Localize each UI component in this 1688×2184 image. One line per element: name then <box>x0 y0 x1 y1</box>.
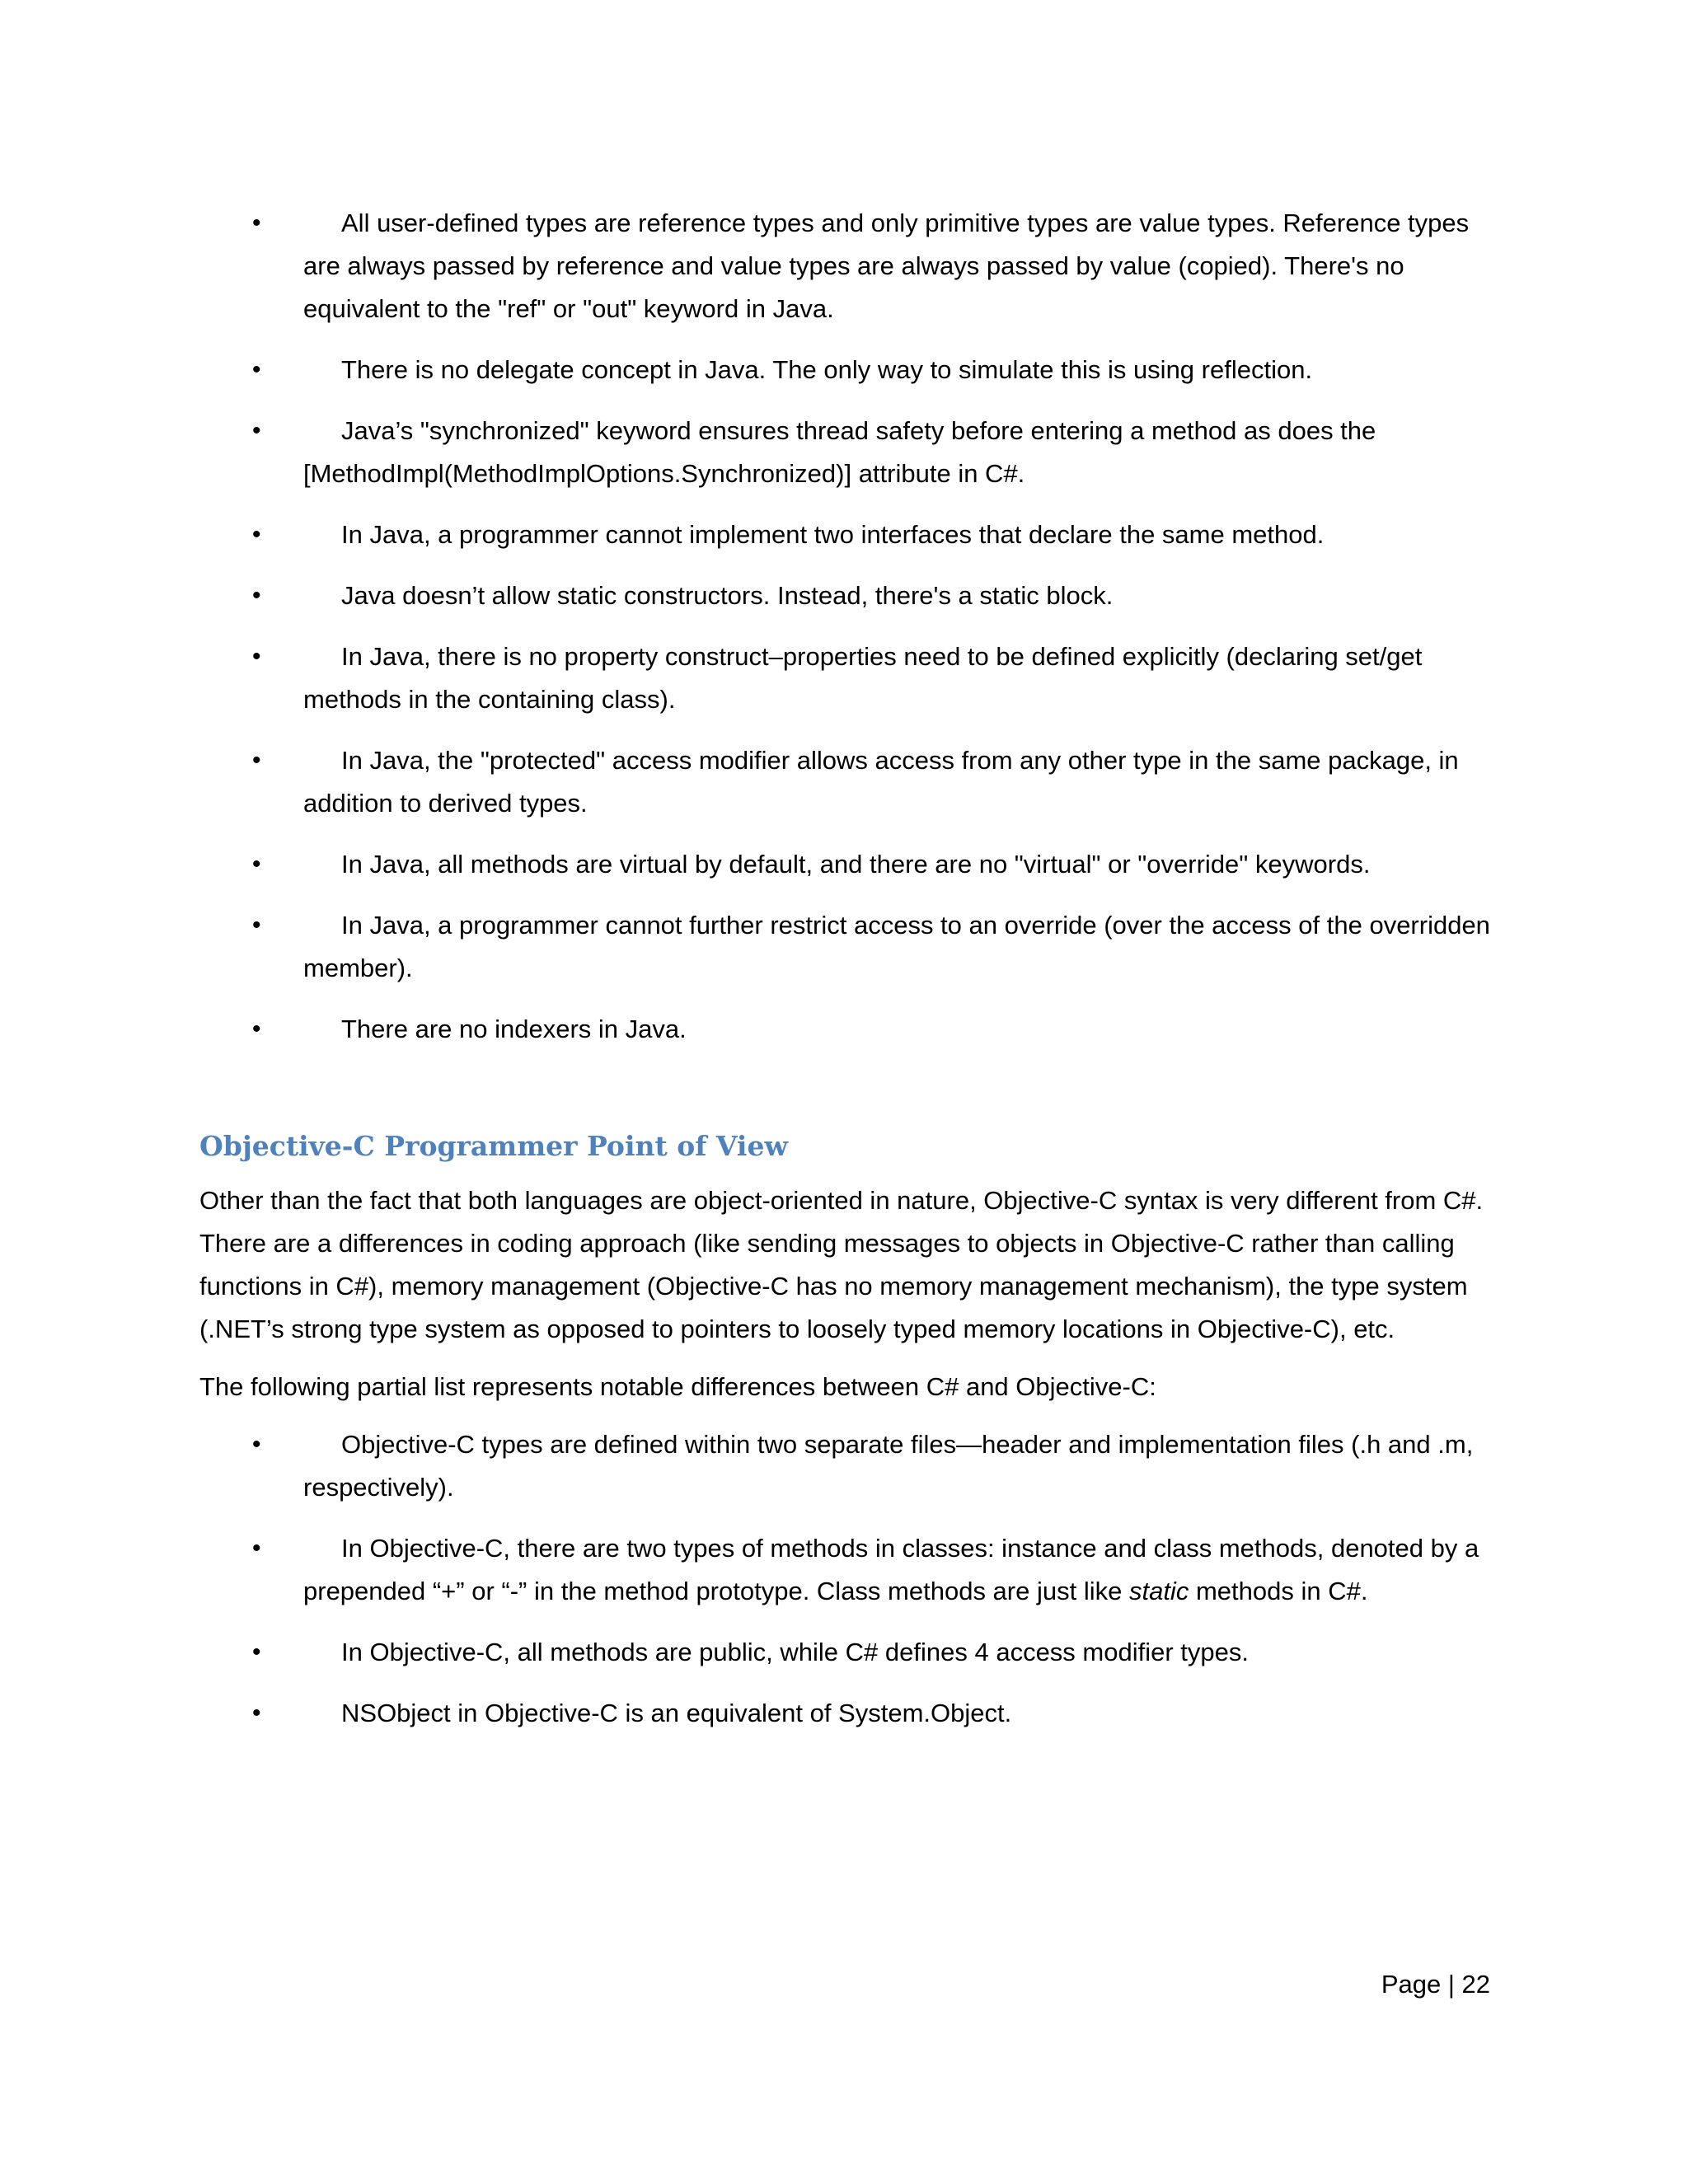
list-item-text-part: In Objective-C, there are two types of methods in classes: instance and class methods, denoted by a prepended “+” or “-” in the method prototype. Class methods are just like <box>303 1534 1479 1605</box>
list-item <box>199 1692 1493 1735</box>
list-item <box>199 904 1493 990</box>
list-item-text: In Objective-C, all methods are public, while C# defines 4 access modifier types. <box>341 1638 1249 1666</box>
emphasized-term: static <box>1128 1577 1189 1605</box>
bullet-icon: • <box>252 1638 261 1666</box>
bullet-icon: • <box>252 747 261 774</box>
bullet-icon: • <box>252 417 261 444</box>
list-item <box>199 1423 1493 1509</box>
list-item-text-part: methods in C#. <box>1189 1577 1368 1605</box>
java-differences-list <box>199 202 1493 1051</box>
bullet-icon: • <box>252 1699 261 1727</box>
list-item <box>199 635 1493 721</box>
bullet-icon: • <box>252 851 261 878</box>
bullet-icon: • <box>252 209 261 237</box>
bullet-icon: • <box>252 1535 261 1562</box>
list-item-text: In Java, all methods are virtual by default, and there are no "virtual" or "override" keywords. <box>341 850 1371 879</box>
list-item <box>199 1527 1493 1613</box>
list-item <box>199 1008 1493 1051</box>
section-heading: Objective-C Programmer Point of View <box>199 1130 788 1162</box>
list-item-text <box>303 1527 1493 1613</box>
list-item <box>199 349 1493 391</box>
list-intro-paragraph: The following partial list represents notable differences between C# and Objective-C: <box>199 1372 1156 1401</box>
list-item-text: NSObject in Objective-C is an equivalent of System.Object. <box>341 1699 1012 1727</box>
list-item <box>199 202 1493 330</box>
list-item <box>199 1631 1493 1674</box>
section-intro-paragraph: Other than the fact that both languages are object-oriented in nature, Objective-C syntax is very different from C#. There are a differences in coding approach (like sending messages to objects in Objective-C rather than calling functions in C#), memory management (Objective-C has no memory management mechanism), the type system (.NET’s strong type system as opposed to pointers to loosely typed memory locations in Objective-C), etc. <box>199 1186 1484 1343</box>
bullet-icon: • <box>252 912 261 939</box>
list-item-text: In Java, a programmer cannot further restrict access to an override (over the access of the overridden member). <box>303 911 1490 982</box>
list-item-text: Java doesn’t allow static constructors. Instead, there's a static block. <box>341 581 1114 610</box>
list-item <box>199 513 1493 556</box>
list-item <box>199 739 1493 825</box>
list-item-text: In Java, a programmer cannot implement two interfaces that declare the same method. <box>341 520 1325 549</box>
list-item-text: In Java, there is no property construct–properties need to be defined explicitly (declaring set/get methods in the containing class). <box>303 642 1423 714</box>
list-item-text: Java’s "synchronized" keyword ensures thread safety before entering a method as does the [MethodImpl(MethodImplOptions.Synchronized)] attribute in C#. <box>303 416 1376 488</box>
bullet-icon: • <box>252 356 261 383</box>
bullet-icon: • <box>252 1015 261 1043</box>
list-item-text: There is no delegate concept in Java. The only way to simulate this is using reflection. <box>341 355 1313 384</box>
list-item-text: Objective-C types are defined within two separate files—header and implementation files (.h and .m, respectively). <box>303 1430 1474 1502</box>
list-item-text: In Java, the "protected" access modifier allows access from any other type in the same package, in addition to derived types. <box>303 746 1459 818</box>
bullet-icon: • <box>252 643 261 670</box>
bullet-icon: • <box>252 1431 261 1458</box>
list-item-text: All user-defined types are reference types and only primitive types are value types. Reference types are always passed by reference and value types are always passed by value (copied). There's no equivalent to the "ref" or "out" keyword in Java. <box>303 209 1470 323</box>
list-item <box>199 843 1493 886</box>
objc-differences-list <box>199 1423 1493 1735</box>
bullet-icon: • <box>252 521 261 548</box>
page-content <box>199 202 1493 1753</box>
page-number: Page | 22 <box>1381 1970 1490 1999</box>
list-item-text: There are no indexers in Java. <box>341 1015 687 1043</box>
list-item <box>199 410 1493 495</box>
bullet-icon: • <box>252 582 261 609</box>
list-item <box>199 574 1493 617</box>
